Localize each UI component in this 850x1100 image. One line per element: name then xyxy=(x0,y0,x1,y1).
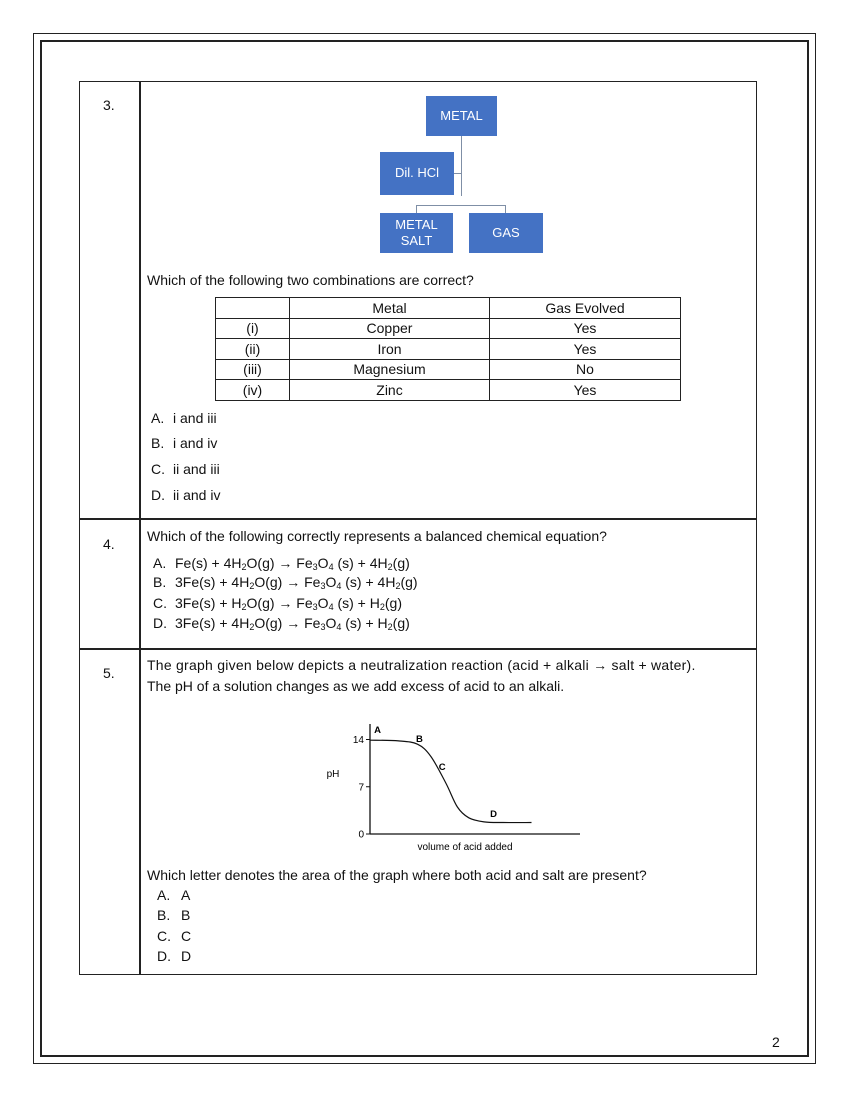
question-5-number: 5. xyxy=(103,665,115,681)
option-letter: A. xyxy=(157,887,171,903)
q4-option-a[interactable] xyxy=(153,555,410,571)
option-letter: C. xyxy=(157,928,171,944)
table-cell: (iii) xyxy=(216,359,290,380)
q4-option-d[interactable] xyxy=(153,615,410,631)
ph-curve-line xyxy=(370,740,532,822)
option-text: i and iv xyxy=(173,435,218,451)
chart-point-label-d: D xyxy=(490,809,497,821)
table-cell: (ii) xyxy=(216,339,290,360)
option-letter: D. xyxy=(151,487,165,503)
table-cell: (i) xyxy=(216,318,290,339)
header-cell xyxy=(216,298,290,319)
table-header-row xyxy=(216,298,681,319)
option-equation: $3Fe(s) + 4H_2O(g) \to Fe_3O_4$ $(s) + 4H_2(g)$ xyxy=(175,574,418,591)
table-row xyxy=(216,339,681,360)
chart-point-label-a: A xyxy=(374,724,382,736)
option-letter: A. xyxy=(151,410,165,426)
question-4-number: 4. xyxy=(103,536,115,552)
table-cell: Yes xyxy=(490,380,681,401)
question-5-line1: The graph given below depicts a neutralization reaction (acid + alkali → salt + water). xyxy=(147,657,696,673)
chart-point-label-b: B xyxy=(415,734,423,746)
connector-acid xyxy=(454,173,462,174)
q3-option-d[interactable] xyxy=(151,487,220,503)
question-5-text: Which letter denotes the area of the graph where both acid and salt are present? xyxy=(147,867,647,883)
option-text: i and iii xyxy=(173,410,217,426)
option-text: B xyxy=(181,907,191,923)
row-divider-q4-q5 xyxy=(79,648,757,650)
metal-salt-box xyxy=(380,213,453,253)
number-column-divider xyxy=(139,81,141,975)
chart-y-tick-label: 14 xyxy=(352,735,364,746)
metal-gas-table xyxy=(215,297,681,401)
dil-hcl-box: Dil. HCl xyxy=(380,152,454,195)
q3-option-c[interactable] xyxy=(151,461,220,477)
q5-option-c[interactable] xyxy=(157,928,191,944)
option-letter: B. xyxy=(153,574,167,590)
option-letter: C. xyxy=(153,595,167,611)
q4-option-b[interactable] xyxy=(153,574,418,590)
q5-option-d[interactable] xyxy=(157,948,191,964)
table-cell: No xyxy=(490,359,681,380)
option-letter: D. xyxy=(153,615,167,631)
option-equation: $Fe(s) + 4H_2O(g) \to Fe_3O_4$ $(s) + 4H_2(g)$ xyxy=(175,555,410,572)
option-letter: A. xyxy=(153,555,167,571)
chart-y-tick-label: 0 xyxy=(358,829,364,841)
row-divider-q3-q4 xyxy=(79,518,757,520)
metal-salt-line2: SALT xyxy=(400,233,433,248)
q4-option-c[interactable] xyxy=(153,595,402,611)
table-row xyxy=(216,359,681,380)
metal-salt-line1: METAL xyxy=(395,216,438,232)
option-letter: C. xyxy=(151,461,165,477)
chart-point-label-c: C xyxy=(438,761,446,773)
question-4-text: Which of the following correctly represents a balanced chemical equation? xyxy=(147,528,607,544)
q5-option-a[interactable] xyxy=(157,887,190,903)
table-row xyxy=(216,380,681,401)
option-text: ii and iii xyxy=(173,461,220,477)
question-3-text: Which of the following two combinations are correct? xyxy=(147,272,474,288)
option-text: A xyxy=(181,887,191,903)
q3-option-b[interactable] xyxy=(151,435,217,451)
table-cell: Yes xyxy=(490,339,681,360)
connector-gas xyxy=(505,205,506,213)
table-cell: Zinc xyxy=(290,380,490,401)
option-text: C xyxy=(181,928,192,944)
table-row xyxy=(216,318,681,339)
option-letter: D. xyxy=(157,948,171,964)
chart-x-axis-label: volume of acid added xyxy=(417,842,513,853)
table-cell: Iron xyxy=(290,339,490,360)
chart-y-axis-label: pH xyxy=(326,769,340,780)
question-5-line2: The pH of a solution changes as we add excess of acid to an alkali. xyxy=(147,678,565,694)
connector-salt xyxy=(416,205,417,213)
option-equation: $3Fe(s) + H_2O(g) \to Fe_3O_4$ $(s) + H_2(g)$ xyxy=(175,595,402,612)
question-3-number: 3. xyxy=(103,97,115,113)
connector-vertical xyxy=(461,136,462,196)
q3-option-a[interactable] xyxy=(151,410,217,426)
option-text: ii and iv xyxy=(173,487,221,503)
table-cell: Magnesium xyxy=(290,359,490,380)
metal-box: METAL xyxy=(426,96,497,136)
option-text: D xyxy=(181,948,192,964)
table-cell: Copper xyxy=(290,318,490,339)
ph-chart xyxy=(320,710,580,858)
page-number: 2 xyxy=(772,1034,780,1050)
table-cell: (iv) xyxy=(216,380,290,401)
q5-option-b[interactable] xyxy=(157,907,190,923)
header-cell: Metal xyxy=(290,298,490,319)
gas-box: GAS xyxy=(469,213,543,253)
option-letter: B. xyxy=(151,435,165,451)
header-cell: Gas Evolved xyxy=(490,298,681,319)
chart-y-tick-label: 7 xyxy=(358,782,364,794)
option-letter: B. xyxy=(157,907,171,923)
option-equation: $3Fe(s) + 4H_2O(g) \to Fe_3O_4$ $(s) + H_2(g)$ xyxy=(175,615,410,632)
connector-horizontal xyxy=(416,205,506,206)
table-cell: Yes xyxy=(490,318,681,339)
